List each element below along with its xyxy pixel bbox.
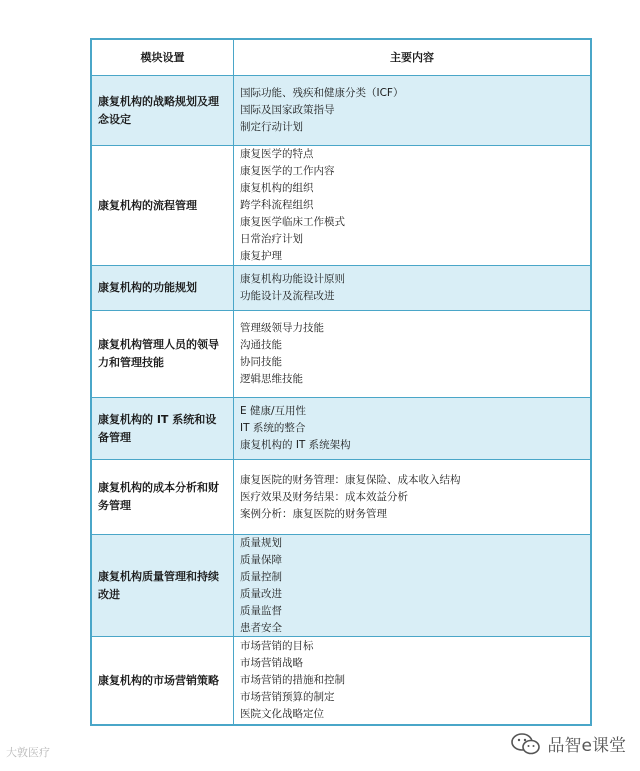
content-item: 质量监督 [240, 604, 282, 617]
content-item: 康复医学的特点 [240, 148, 314, 160]
header-content: 主要内容 [390, 51, 434, 64]
table-header-row [92, 40, 590, 76]
content-cell [234, 637, 590, 724]
module-cell: 康复机构管理人员的领导力和管理技能 [92, 311, 234, 397]
content-item: IT 系统的整合 [240, 422, 306, 434]
content-item: 国际及国家政策指导 [240, 104, 335, 116]
content-item: 康复机构的组织 [240, 182, 314, 194]
module-cell: 康复机构质量管理和持续改进 [92, 535, 234, 636]
content-item: 医疗效果及财务结果：成本效益分析 [240, 490, 408, 503]
content-item: 康复医学临床工作模式 [240, 216, 345, 228]
module-cell: 康复机构的成本分析和财务管理 [92, 460, 234, 534]
content-item: 质量规划 [240, 536, 282, 549]
wechat-icon [510, 732, 542, 756]
table-row [92, 637, 590, 724]
watermark-left: 大敦医疗 [6, 746, 50, 759]
content-item: E 健康/互用性 [240, 405, 307, 417]
table-row [92, 266, 590, 311]
content-cell [234, 398, 590, 459]
content-item: 沟通技能 [240, 339, 282, 351]
content-item: 康复护理 [240, 250, 282, 262]
content-item: 管理级领导力技能 [240, 322, 324, 334]
content-item: 质量控制 [240, 570, 282, 583]
content-item: 市场营销的措施和控制 [240, 674, 345, 686]
module-cell: 康复机构的功能规划 [92, 266, 234, 310]
content-cell [234, 311, 590, 397]
content-item: 康复机构功能设计原则 [240, 273, 345, 285]
content-item: 康复医院的财务管理：康复保险、成本收入结构 [240, 473, 461, 486]
content-item: 制定行动计划 [240, 121, 303, 133]
content-cell [234, 460, 590, 534]
content-item: 康复机构的 IT 系统架构 [240, 439, 351, 451]
table-row [92, 311, 590, 398]
content-cell [234, 76, 590, 145]
content-item: 患者安全 [240, 621, 282, 634]
watermark-right [510, 731, 626, 756]
content-item: 质量保障 [240, 553, 282, 566]
content-cell [234, 266, 590, 310]
content-item: 康复医学的工作内容 [240, 165, 335, 177]
content-item: 市场营销的目标 [240, 640, 314, 652]
content-item: 功能设计及流程改进 [240, 290, 335, 302]
content-item: 医院文化战略定位 [240, 708, 324, 720]
course-module-table [90, 38, 592, 726]
content-item: 案例分析：康复医院的财务管理 [240, 507, 387, 520]
module-cell: 康复机构的 IT 系统和设备管理 [92, 398, 234, 459]
content-item: 跨学科流程组织 [240, 199, 314, 211]
watermark-right-label: 品智e课堂 [547, 736, 626, 756]
table-row [92, 146, 590, 266]
content-item: 国际功能、残疾和健康分类（ICF） [240, 87, 404, 99]
content-cell [234, 146, 590, 265]
module-cell: 康复机构的市场营销策略 [92, 637, 234, 724]
content-item: 质量改进 [240, 587, 282, 600]
module-cell: 康复机构的战略规划及理念设定 [92, 76, 234, 145]
content-item: 协同技能 [240, 356, 282, 368]
table-row [92, 76, 590, 146]
content-item: 日常治疗计划 [240, 233, 303, 245]
table-row [92, 398, 590, 460]
content-cell [234, 535, 590, 636]
header-module: 模块设置 [92, 40, 234, 75]
content-item: 逻辑思维技能 [240, 373, 303, 385]
table-row [92, 460, 590, 535]
content-item: 市场营销预算的制定 [240, 691, 335, 703]
module-cell: 康复机构的流程管理 [92, 146, 234, 265]
table-row [92, 535, 590, 637]
content-item: 市场营销战略 [240, 657, 303, 669]
